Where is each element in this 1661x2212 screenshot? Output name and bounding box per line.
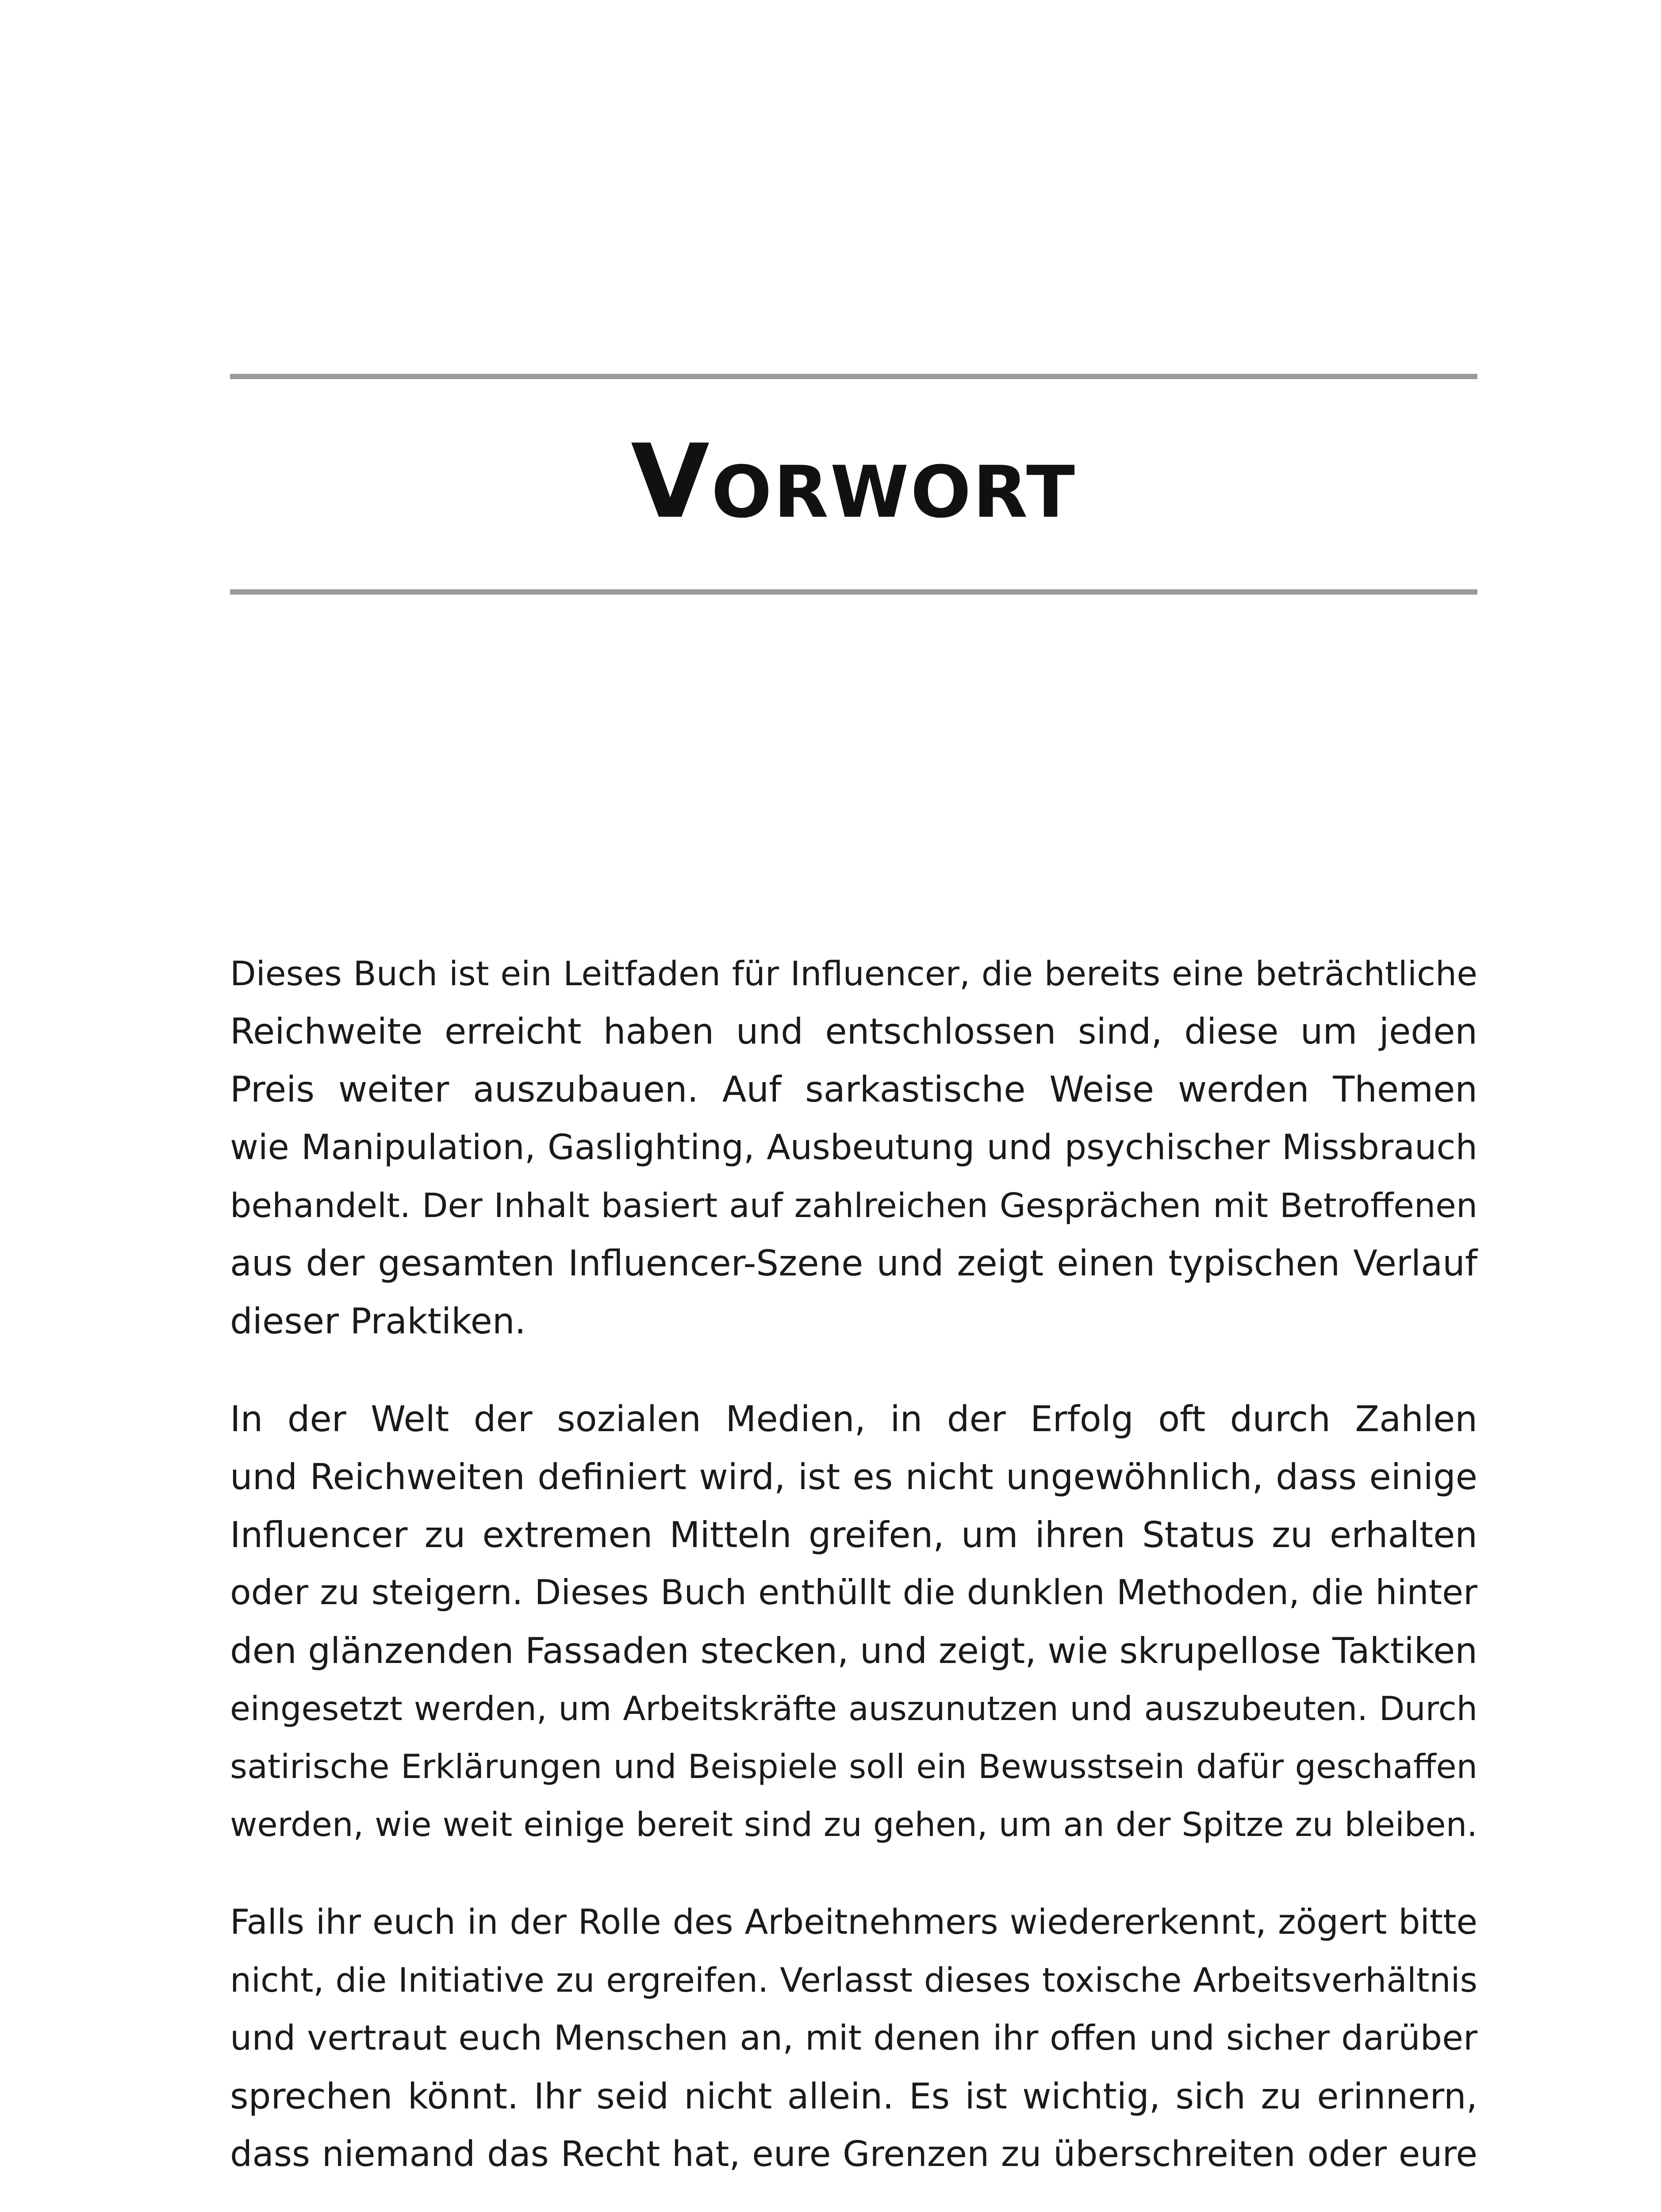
text-line: den glänzenden Fassaden stecken, und zeigt, wie skrupellose Taktiken [230, 1630, 1477, 1671]
text-line: Falls ihr euch in der Rolle des Arbeitnehmers wiedererkennt, zögert bitte [230, 1902, 1477, 1942]
text-line: eingesetzt werden, um Arbeitskräfte auszunutzen und auszubeuten. Durch [230, 1690, 1477, 1728]
text-line: und vertraut euch Menschen an, mit denen ihr offen und sicher darüber [230, 2018, 1477, 2058]
text-line: dieser Praktiken. [230, 1301, 526, 1342]
text-line: In der Welt der sozialen Medien, in der Erfolg oft durch Zahlen [230, 1398, 1477, 1440]
text-line: aus der gesamten Influencer-Szene und zeigt einen typischen Verlauf [230, 1243, 1477, 1284]
text-line: satirische Erklärungen und Beispiele soll ein Bewusstsein dafür geschaffen [230, 1747, 1477, 1786]
text-line: Preis weiter auszubauen. Auf sarkastische Weise werden Themen [230, 1069, 1477, 1110]
body-text [230, 945, 1477, 2212]
paragraph-3 [230, 1893, 1477, 2183]
text-line: sprechen könnt. Ihr seid nicht allein. Es ist wichtig, sich zu erinnern, [230, 2076, 1477, 2117]
title-rule-bottom [230, 589, 1477, 595]
text-line: werden, wie weit einige bereit sind zu gehen, um an der Spitze zu bleiben. [230, 1805, 1477, 1844]
title-rule-top [230, 374, 1477, 379]
text-line: Reichweite erreicht haben und entschlossen sind, diese um jeden [230, 1011, 1477, 1052]
chapter-title: Vorwort [631, 423, 1077, 541]
paragraph-2 [230, 1390, 1477, 1854]
text-line: oder zu steigern. Dieses Buch enthüllt die dunklen Methoden, die hinter [230, 1573, 1477, 1613]
paragraph-1 [230, 945, 1477, 1350]
text-line: Dieses Buch ist ein Leitfaden für Influencer, die bereits eine beträchtliche [230, 954, 1477, 993]
text-line: und Reichweiten definiert wird, ist es nicht ungewöhnlich, dass einige [230, 1456, 1477, 1498]
text-line: behandelt. Der Inhalt basiert auf zahlreichen Gesprächen mit Betroffenen [230, 1186, 1477, 1225]
text-line: nicht, die Initiative zu ergreifen. Verlasst dieses toxische Arbeitsverhältnis [230, 1961, 1477, 2000]
text-line: Influencer zu extremen Mitteln greifen, um ihren Status zu erhalten [230, 1514, 1477, 1555]
text-line: wie Manipulation, Gaslighting, Ausbeutung und psychischer Missbrauch [230, 1127, 1477, 1167]
text-line: dass niemand das Recht hat, eure Grenzen zu überschreiten oder eure [230, 2134, 1477, 2174]
